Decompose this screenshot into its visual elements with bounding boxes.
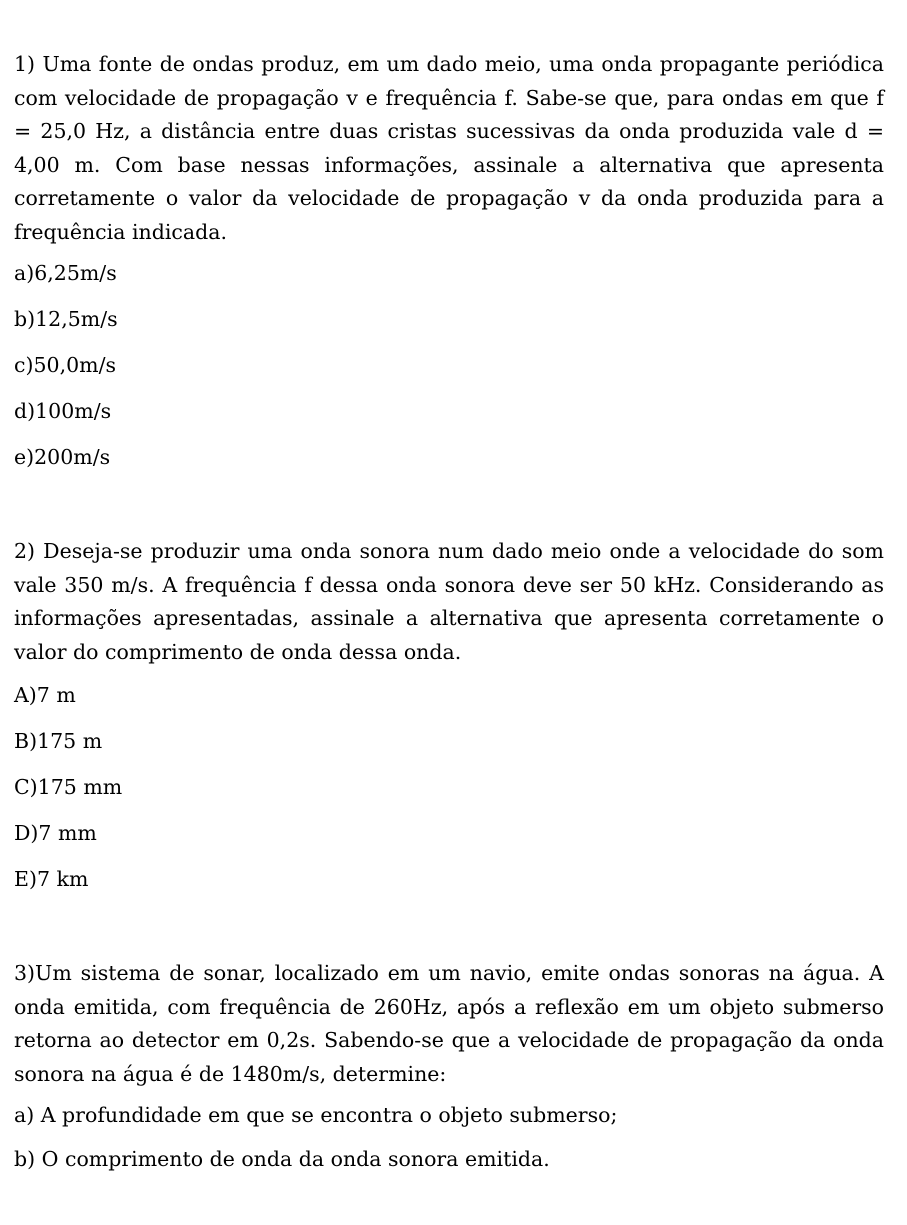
question-2-option-e: E)7 km	[14, 867, 89, 891]
worksheet	[14, 48, 884, 1171]
question-2	[14, 535, 884, 891]
question-1-option-a: a)6,25m/s	[14, 261, 117, 285]
question-1-option-c: c)50,0m/s	[14, 353, 116, 377]
spacer	[14, 469, 884, 535]
question-3-item-b: b) O comprimento de onda da onda sonora emitida.	[14, 1147, 550, 1171]
question-1	[14, 48, 884, 469]
question-1-options	[14, 261, 884, 469]
question-2-options	[14, 683, 884, 891]
question-1-text: 1) Uma fonte de ondas produz, em um dado meio, uma onda propagante periódica com velocidade de propagação v e frequência f. Sabe-se que, para ondas em que f = 25,0 Hz, a distância entre duas cristas sucessivas da onda produzida vale d = 4,00 m. Com base nessas informações, assinale a alternativa que apresenta corretamente o valor da velocidade de propagação v da onda produzida para a frequência indicada.	[14, 52, 884, 244]
question-3-options	[14, 1103, 884, 1171]
question-3-item-a: a) A profundidade em que se encontra o objeto submerso;	[14, 1103, 618, 1127]
question-1-option-d: d)100m/s	[14, 399, 112, 423]
question-2-option-b: B)175 m	[14, 729, 103, 753]
spacer	[14, 891, 884, 957]
question-1-option-b: b)12,5m/s	[14, 307, 118, 331]
question-1-option-e: e)200m/s	[14, 445, 111, 469]
question-3	[14, 957, 884, 1171]
question-3-text: 3)Um sistema de sonar, localizado em um navio, emite ondas sonoras na água. A onda emitida, com frequência de 260Hz, após a reflexão em um objeto submerso retorna ao detector em 0,2s. Sabendo-se que a velocidade de propagação da onda sonora na água é de 1480m/s, determine:	[14, 961, 884, 1086]
question-2-option-a: A)7 m	[14, 683, 76, 707]
question-2-option-d: D)7 mm	[14, 821, 97, 845]
question-2-text: 2) Deseja-se produzir uma onda sonora num dado meio onde a velocidade do som vale 350 m/s. A frequência f dessa onda sonora deve ser 50 kHz. Considerando as informações apresentadas, assinale a alternativa que apresenta corretamente o valor do comprimento de onda dessa onda.	[14, 539, 884, 664]
question-2-option-c: C)175 mm	[14, 775, 123, 799]
